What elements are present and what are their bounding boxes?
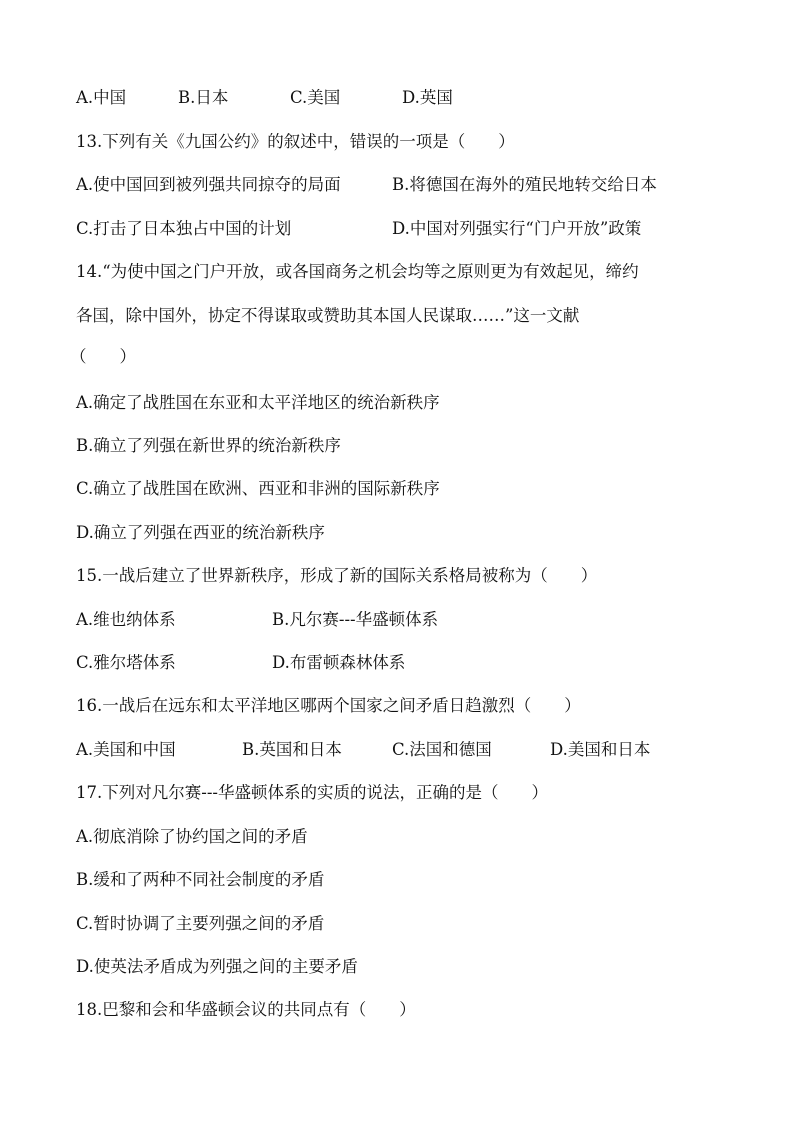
q16-stem: 16.一战后在远东和太平洋地区哪两个国家之间矛盾日趋激烈（ ） xyxy=(76,696,581,715)
q15-option-a: A.维也纳体系 xyxy=(76,610,176,629)
q14-option-b: B.确立了列强在新世界的统治新秩序 xyxy=(76,436,341,455)
q16-option-a: A.美国和中国 xyxy=(76,740,176,759)
q13-option-c: C.打击了日本独占中国的计划 xyxy=(76,219,292,238)
q16-option-d: D.美国和日本 xyxy=(550,740,651,759)
q12-option-b: B.日本 xyxy=(178,88,229,107)
q13-option-a: A.使中国回到被列强共同掠夺的局面 xyxy=(76,175,341,194)
q17-option-b: B.缓和了两种不同社会制度的矛盾 xyxy=(76,870,325,889)
q17-option-a: A.彻底消除了协约国之间的矛盾 xyxy=(76,827,308,846)
q16-option-c: C.法国和德国 xyxy=(392,740,492,759)
q16-option-b: B.英国和日本 xyxy=(242,740,342,759)
q14-option-d: D.确立了列强在西亚的统治新秩序 xyxy=(76,523,325,542)
q14-option-c: C.确立了战胜国在欧洲、西亚和非洲的国际新秩序 xyxy=(76,479,440,498)
q17-stem: 17.下列对凡尔赛---华盛顿体系的实质的说法，正确的是（ ） xyxy=(76,783,548,802)
q13-stem: 13.下列有关《九国公约》的叙述中，错误的一项是（ ） xyxy=(76,132,515,151)
q12-option-a: A.中国 xyxy=(76,88,127,107)
q14-stem-line2: 各国，除中国外，协定不得谋取或赞助其本国人民谋取……”这一文献 xyxy=(76,306,580,325)
q13-option-b: B.将德国在海外的殖民地转交给日本 xyxy=(392,175,657,194)
q14-answer-blank: （ ） xyxy=(70,347,136,366)
q15-stem: 15.一战后建立了世界新秩序，形成了新的国际关系格局被称为（ ） xyxy=(76,566,598,585)
q15-option-b: B.凡尔赛---华盛顿体系 xyxy=(272,610,439,629)
q15-option-c: C.雅尔塔体系 xyxy=(76,653,176,672)
q17-option-c: C.暂时协调了主要列强之间的矛盾 xyxy=(76,914,325,933)
q14-option-a: A.确定了战胜国在东亚和太平洋地区的统治新秩序 xyxy=(76,393,440,412)
q15-option-d: D.布雷顿森林体系 xyxy=(272,653,406,672)
q12-option-c: C.美国 xyxy=(290,88,341,107)
q17-option-d: D.使英法矛盾成为列强之间的主要矛盾 xyxy=(76,957,358,976)
q14-stem-line1: 14.“为使中国之门户开放，或各国商务之机会均等之原则更为有效起见，缔约 xyxy=(76,262,639,281)
q18-stem: 18.巴黎和会和华盛顿会议的共同点有（ ） xyxy=(76,1000,416,1019)
q13-option-d: D.中国对列强实行“门户开放”政策 xyxy=(392,219,642,238)
q12-option-d: D.英国 xyxy=(402,88,453,107)
